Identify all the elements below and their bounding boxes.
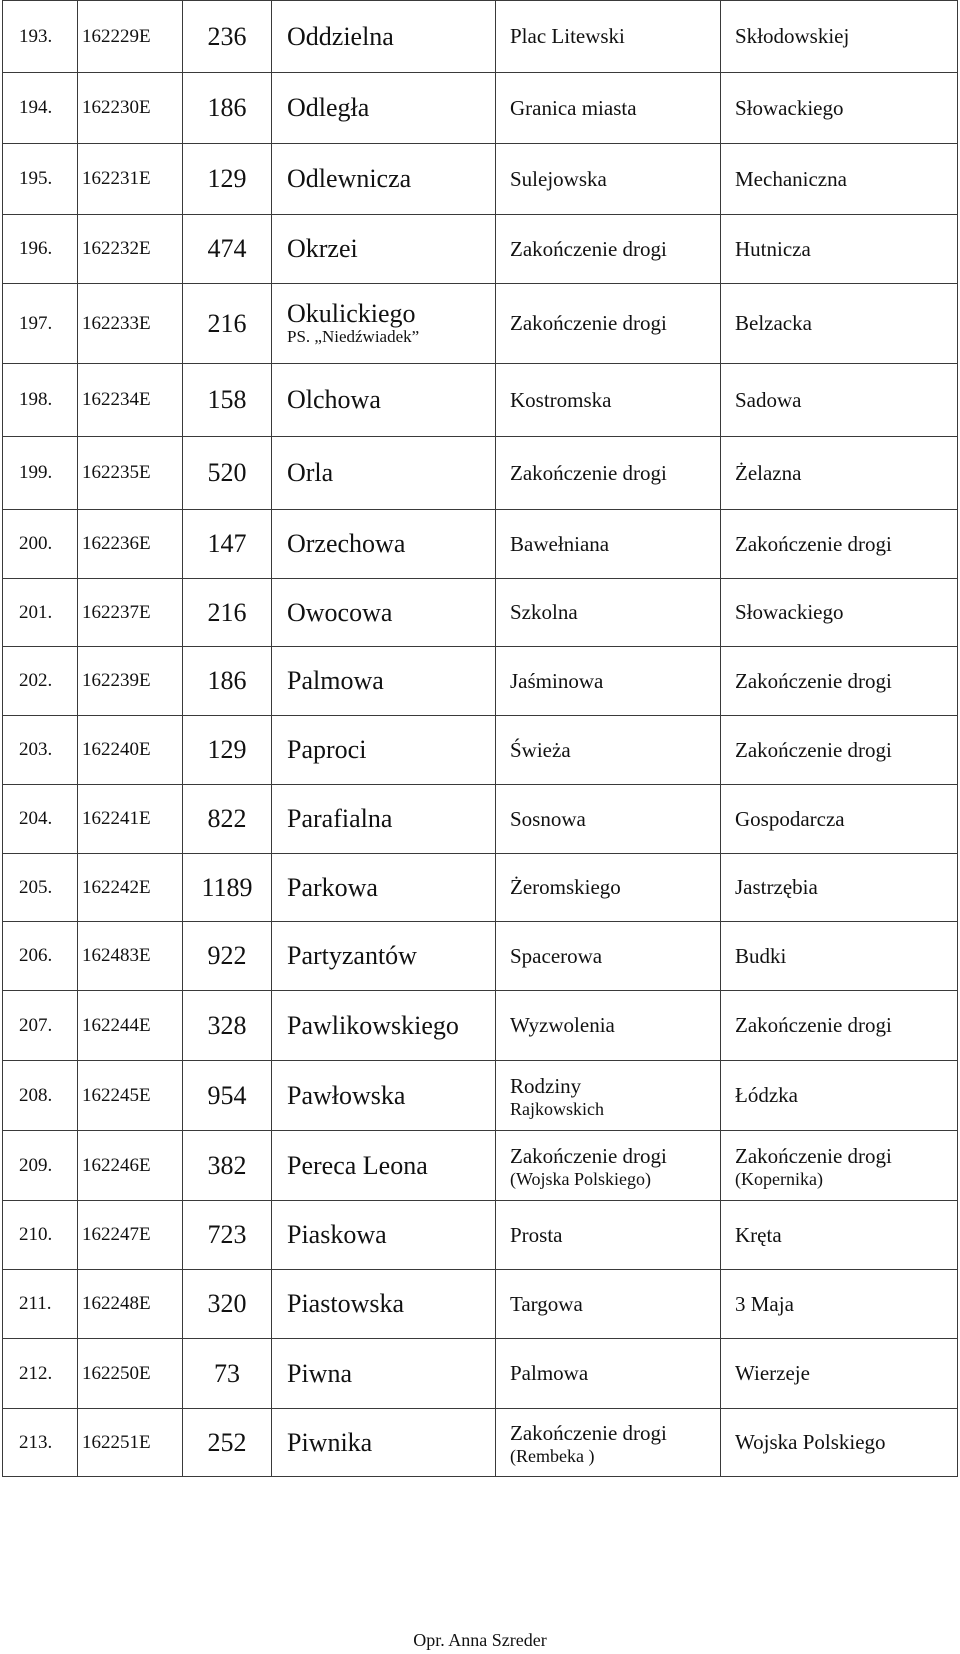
start-point-main: Rodziny xyxy=(510,1073,582,1098)
start-point: Zakończenie drogi xyxy=(496,437,721,510)
end-point: Wojska Polskiego xyxy=(721,1409,958,1477)
road-code: 162251E xyxy=(78,1409,183,1477)
table-row xyxy=(3,364,958,437)
street-name: Owocowa xyxy=(272,579,496,647)
street-name: Olchowa xyxy=(272,364,496,437)
street-name: Orzechowa xyxy=(272,510,496,579)
table-row xyxy=(3,1270,958,1339)
road-code: 162229E xyxy=(78,1,183,73)
start-point: Sulejowska xyxy=(496,144,721,215)
street-name: Pawlikowskiego xyxy=(272,991,496,1061)
row-number: 210. xyxy=(3,1201,78,1270)
end-point: Zakończenie drogi xyxy=(721,991,958,1061)
road-table-body xyxy=(3,1,958,1477)
end-point: Zakończenie drogi xyxy=(721,510,958,579)
table-row xyxy=(3,1409,958,1477)
road-code: 162242E xyxy=(78,854,183,922)
street-name-main: Okulickiego xyxy=(287,298,416,328)
row-number: 206. xyxy=(3,922,78,991)
table-row xyxy=(3,284,958,364)
road-length: 147 xyxy=(183,510,272,579)
road-length: 129 xyxy=(183,144,272,215)
start-point: Sosnowa xyxy=(496,785,721,854)
road-code: 162247E xyxy=(78,1201,183,1270)
road-length: 158 xyxy=(183,364,272,437)
row-number: 208. xyxy=(3,1061,78,1131)
start-point: Szkolna xyxy=(496,579,721,647)
road-length: 186 xyxy=(183,647,272,716)
table-row xyxy=(3,854,958,922)
row-number: 205. xyxy=(3,854,78,922)
row-number: 199. xyxy=(3,437,78,510)
table-row xyxy=(3,579,958,647)
street-name: Orla xyxy=(272,437,496,510)
table-row xyxy=(3,1201,958,1270)
start-point-main: Zakończenie drogi xyxy=(510,1143,667,1168)
row-number: 203. xyxy=(3,716,78,785)
street-name: Piaskowa xyxy=(272,1201,496,1270)
road-length: 954 xyxy=(183,1061,272,1131)
end-point: Zakończenie drogi xyxy=(721,716,958,785)
end-point: Budki xyxy=(721,922,958,991)
end-point: Hutnicza xyxy=(721,215,958,284)
table-row xyxy=(3,922,958,991)
start-point xyxy=(496,1061,721,1131)
road-length: 216 xyxy=(183,284,272,364)
start-point: Zakończenie drogi xyxy=(496,284,721,364)
start-point: Jaśminowa xyxy=(496,647,721,716)
road-length: 216 xyxy=(183,579,272,647)
road-code: 162239E xyxy=(78,647,183,716)
end-point: Słowackiego xyxy=(721,579,958,647)
street-name: Piwna xyxy=(272,1339,496,1409)
row-number: 195. xyxy=(3,144,78,215)
road-code: 162233E xyxy=(78,284,183,364)
street-name: Odlewnicza xyxy=(272,144,496,215)
end-point-note: (Kopernika) xyxy=(735,1168,823,1189)
end-point: Skłodowskiej xyxy=(721,1,958,73)
table-row xyxy=(3,716,958,785)
start-point: Plac Litewski xyxy=(496,1,721,73)
end-point: Wierzeje xyxy=(721,1339,958,1409)
street-name: Okrzei xyxy=(272,215,496,284)
street-name: Palmowa xyxy=(272,647,496,716)
street-name xyxy=(272,284,496,364)
end-point: 3 Maja xyxy=(721,1270,958,1339)
street-name: Partyzantów xyxy=(272,922,496,991)
end-point: Jastrzębia xyxy=(721,854,958,922)
road-code: 162483E xyxy=(78,922,183,991)
road-code: 162244E xyxy=(78,991,183,1061)
road-table xyxy=(2,0,958,1477)
end-point: Belzacka xyxy=(721,284,958,364)
row-number: 213. xyxy=(3,1409,78,1477)
table-row xyxy=(3,991,958,1061)
start-point: Kostromska xyxy=(496,364,721,437)
road-length: 236 xyxy=(183,1,272,73)
row-number: 200. xyxy=(3,510,78,579)
end-point: Kręta xyxy=(721,1201,958,1270)
road-length: 822 xyxy=(183,785,272,854)
table-row xyxy=(3,647,958,716)
end-point xyxy=(721,1131,958,1201)
road-code: 162232E xyxy=(78,215,183,284)
end-point: Słowackiego xyxy=(721,73,958,144)
row-number: 204. xyxy=(3,785,78,854)
row-number: 194. xyxy=(3,73,78,144)
table-row xyxy=(3,785,958,854)
road-register-page xyxy=(2,0,957,1477)
table-row xyxy=(3,510,958,579)
table-row xyxy=(3,144,958,215)
end-point-main: Zakończenie drogi xyxy=(735,1143,892,1168)
row-number: 209. xyxy=(3,1131,78,1201)
end-point: Łódzka xyxy=(721,1061,958,1131)
road-length: 1189 xyxy=(183,854,272,922)
road-length: 129 xyxy=(183,716,272,785)
road-code: 162234E xyxy=(78,364,183,437)
row-number: 202. xyxy=(3,647,78,716)
start-point-note: Rajkowskich xyxy=(510,1098,604,1119)
start-point: Bawełniana xyxy=(496,510,721,579)
road-code: 162237E xyxy=(78,579,183,647)
start-point: Zakończenie drogi xyxy=(496,215,721,284)
start-point: Prosta xyxy=(496,1201,721,1270)
table-row xyxy=(3,1061,958,1131)
road-length: 252 xyxy=(183,1409,272,1477)
start-point-main: Zakończenie drogi xyxy=(510,1420,667,1445)
table-row xyxy=(3,1,958,73)
start-point-note: (Wojska Polskiego) xyxy=(510,1168,652,1189)
table-row xyxy=(3,215,958,284)
table-row xyxy=(3,73,958,144)
start-point: Targowa xyxy=(496,1270,721,1339)
street-name: Parkowa xyxy=(272,854,496,922)
row-number: 193. xyxy=(3,1,78,73)
end-point: Sadowa xyxy=(721,364,958,437)
street-name: Parafialna xyxy=(272,785,496,854)
road-code: 162250E xyxy=(78,1339,183,1409)
table-row xyxy=(3,437,958,510)
road-code: 162240E xyxy=(78,716,183,785)
road-code: 162241E xyxy=(78,785,183,854)
road-length: 382 xyxy=(183,1131,272,1201)
road-length: 320 xyxy=(183,1270,272,1339)
road-code: 162248E xyxy=(78,1270,183,1339)
road-length: 474 xyxy=(183,215,272,284)
start-point: Świeża xyxy=(496,716,721,785)
road-code: 162230E xyxy=(78,73,183,144)
road-length: 73 xyxy=(183,1339,272,1409)
end-point: Żelazna xyxy=(721,437,958,510)
row-number: 201. xyxy=(3,579,78,647)
start-point: Granica miasta xyxy=(496,73,721,144)
street-name: Odległa xyxy=(272,73,496,144)
document-footer: Opr. Anna Szreder xyxy=(413,1630,547,1650)
row-number: 207. xyxy=(3,991,78,1061)
start-point: Wyzwolenia xyxy=(496,991,721,1061)
row-number: 196. xyxy=(3,215,78,284)
row-number: 198. xyxy=(3,364,78,437)
end-point: Zakończenie drogi xyxy=(721,647,958,716)
street-name: Paproci xyxy=(272,716,496,785)
start-point: Spacerowa xyxy=(496,922,721,991)
road-code: 162236E xyxy=(78,510,183,579)
street-name: Piastowska xyxy=(272,1270,496,1339)
road-code: 162235E xyxy=(78,437,183,510)
start-point: Palmowa xyxy=(496,1339,721,1409)
start-point: Żeromskiego xyxy=(496,854,721,922)
road-length: 723 xyxy=(183,1201,272,1270)
start-point xyxy=(496,1409,721,1477)
street-name: Oddzielna xyxy=(272,1,496,73)
street-name: Pereca Leona xyxy=(272,1131,496,1201)
row-number: 212. xyxy=(3,1339,78,1409)
street-name-note: PS. „Niedźwiadek” xyxy=(287,326,420,346)
road-length: 328 xyxy=(183,991,272,1061)
road-code: 162246E xyxy=(78,1131,183,1201)
end-point: Mechaniczna xyxy=(721,144,958,215)
start-point xyxy=(496,1131,721,1201)
table-row xyxy=(3,1131,958,1201)
road-length: 520 xyxy=(183,437,272,510)
end-point: Gospodarcza xyxy=(721,785,958,854)
row-number: 211. xyxy=(3,1270,78,1339)
table-row xyxy=(3,1339,958,1409)
street-name: Pawłowska xyxy=(272,1061,496,1131)
row-number: 197. xyxy=(3,284,78,364)
start-point-note: (Rembeka ) xyxy=(510,1445,595,1466)
road-code: 162245E xyxy=(78,1061,183,1131)
road-length: 186 xyxy=(183,73,272,144)
street-name: Piwnika xyxy=(272,1409,496,1477)
road-code: 162231E xyxy=(78,144,183,215)
road-length: 922 xyxy=(183,922,272,991)
